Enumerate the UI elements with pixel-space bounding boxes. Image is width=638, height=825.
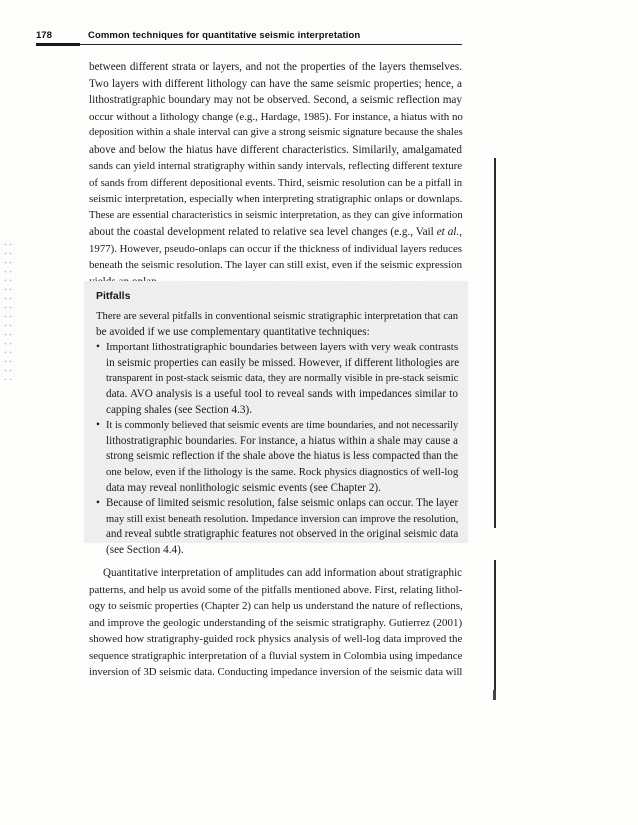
header-rule: [36, 44, 462, 45]
box-title: Pitfalls: [96, 290, 131, 302]
text-line: Because of limited seismic resolution, false seismic onlaps can occur. The layer: [106, 497, 459, 510]
text-line: patterns, and help us avoid some of the pitfalls mentioned above. First, relating lithol-: [89, 583, 463, 596]
text-line: and reveal subtle stratigraphic features not observed in the original seismic data: [106, 528, 459, 541]
body-paragraph-1: [89, 59, 462, 290]
text-line: (see Section 4.4).: [106, 543, 184, 556]
text-line: beneath the seismic resolution. The layer can still exist, even if the seismic expression: [89, 259, 462, 271]
text-line: one below, even if the lithology is the same. Rock physics diagnostics of well-log: [106, 465, 459, 478]
text-line: showed how stratigraphy-guided rock physics analysis of well-log data improved the: [89, 633, 463, 645]
list-item: [96, 496, 458, 558]
text-line: ogy to seismic properties (Chapter 2) can help us understand the nature of reflections,: [89, 600, 463, 612]
pitfalls-list: [96, 340, 458, 558]
text-line: These are essential characteristics in seismic interpretation, as they can give information: [89, 209, 463, 221]
list-item: [96, 418, 458, 496]
text-line: data may reveal nonlithologic seismic events (see Chapter 2).: [106, 481, 381, 494]
text-line: 1977). However, pseudo-onlaps can occur if the thickness of individual layers reduces: [89, 242, 462, 255]
text-line: Important lithostratigraphic boundaries between layers with very weak contrasts: [106, 341, 459, 354]
text-line: seismic interpretation, especially when interpreting stratigraphic onlaps or downlaps.: [89, 193, 463, 205]
text-line: sands can yield internal stratigraphy within sandy intervals, reflecting different texture: [89, 160, 462, 172]
scan-edge-line: [494, 560, 496, 690]
text-line: and improve the geologic understanding of the seismic stratigraphy. Gutierrez (2001): [89, 616, 463, 629]
text-line: Quantitative interpretation of amplitudes can add information about stratigraphic: [103, 567, 463, 579]
page-number: 178: [36, 30, 52, 41]
text-line: lithostratigraphic boundary may not be observed. Second, a seismic reflection may: [89, 94, 462, 106]
body-paragraph-2: [89, 565, 462, 681]
text-line: of sands from different depositional events. Third, seismic resolution can be a pitfall in: [89, 176, 463, 189]
text-line: about the coastal development related to relative sea level changes (e.g., Vail et al.,: [89, 226, 462, 238]
text-line: occur without a lithology change (e.g., Hardage, 1985). For instance, a hiatus with no: [89, 110, 463, 123]
text-line: It is commonly believed that seismic events are time boundaries, and not necessarily: [106, 420, 459, 432]
bullet-icon: •: [96, 497, 100, 510]
text-line: in seismic properties can easily be missed. However, if different lithologies are: [106, 356, 460, 369]
scan-edge-line: [494, 158, 496, 528]
text-line: data. AVO analysis is a useful tool to reveal sands with impedances similar to: [106, 387, 458, 400]
text-line: inversion of 3D seismic data. Conducting impedance inversion of the seismic data will: [89, 666, 463, 678]
bullet-icon: •: [96, 419, 100, 432]
text-line: may still exist beneath resolution. Impedance inversion can improve the resolution,: [106, 513, 459, 525]
text-line: Two layers with different lithology can have the same seismic properties; hence, a: [89, 77, 462, 90]
text-line: capping shales (see Section 4.3).: [106, 403, 253, 416]
text-line: deposition within a shale interval can give a strong seismic signature because the shales: [89, 127, 463, 138]
text-line: between different strata or layers, and not the properties of the layers themselves.: [89, 61, 462, 73]
list-item: [96, 340, 458, 418]
text-line: lithostratigraphic boundaries. For instance, a hiatus within a shale may cause a: [106, 434, 458, 447]
italic-citation: et al.: [436, 226, 460, 238]
text-line: transparent in post-stack seismic data, they are normally visible in pre-stack seismic: [106, 373, 459, 385]
running-title: Common techniques for quantitative seismic interpretation: [88, 30, 361, 41]
bullet-icon: •: [96, 341, 100, 354]
text-line: There are several pitfalls in conventional seismic stratigraphic interpretation that can: [96, 310, 459, 322]
box-body: [96, 309, 458, 559]
box-intro: [96, 309, 458, 340]
text-line: sequence stratigraphic interpretation of a fluvial system in Colombia using impedance: [89, 649, 463, 662]
text-line: strong seismic reflection if the shale above the hiatus is less compacted than the: [106, 450, 458, 463]
scan-edge-mark: [493, 690, 496, 700]
scan-margin-specks: [3, 240, 13, 380]
text-line: be avoided if we use complementary quantitative techniques:: [96, 325, 370, 338]
text-line: above and below the hiatus have different characteristics. Similarily, amalgamated: [89, 143, 462, 156]
pitfalls-box: [84, 281, 468, 556]
